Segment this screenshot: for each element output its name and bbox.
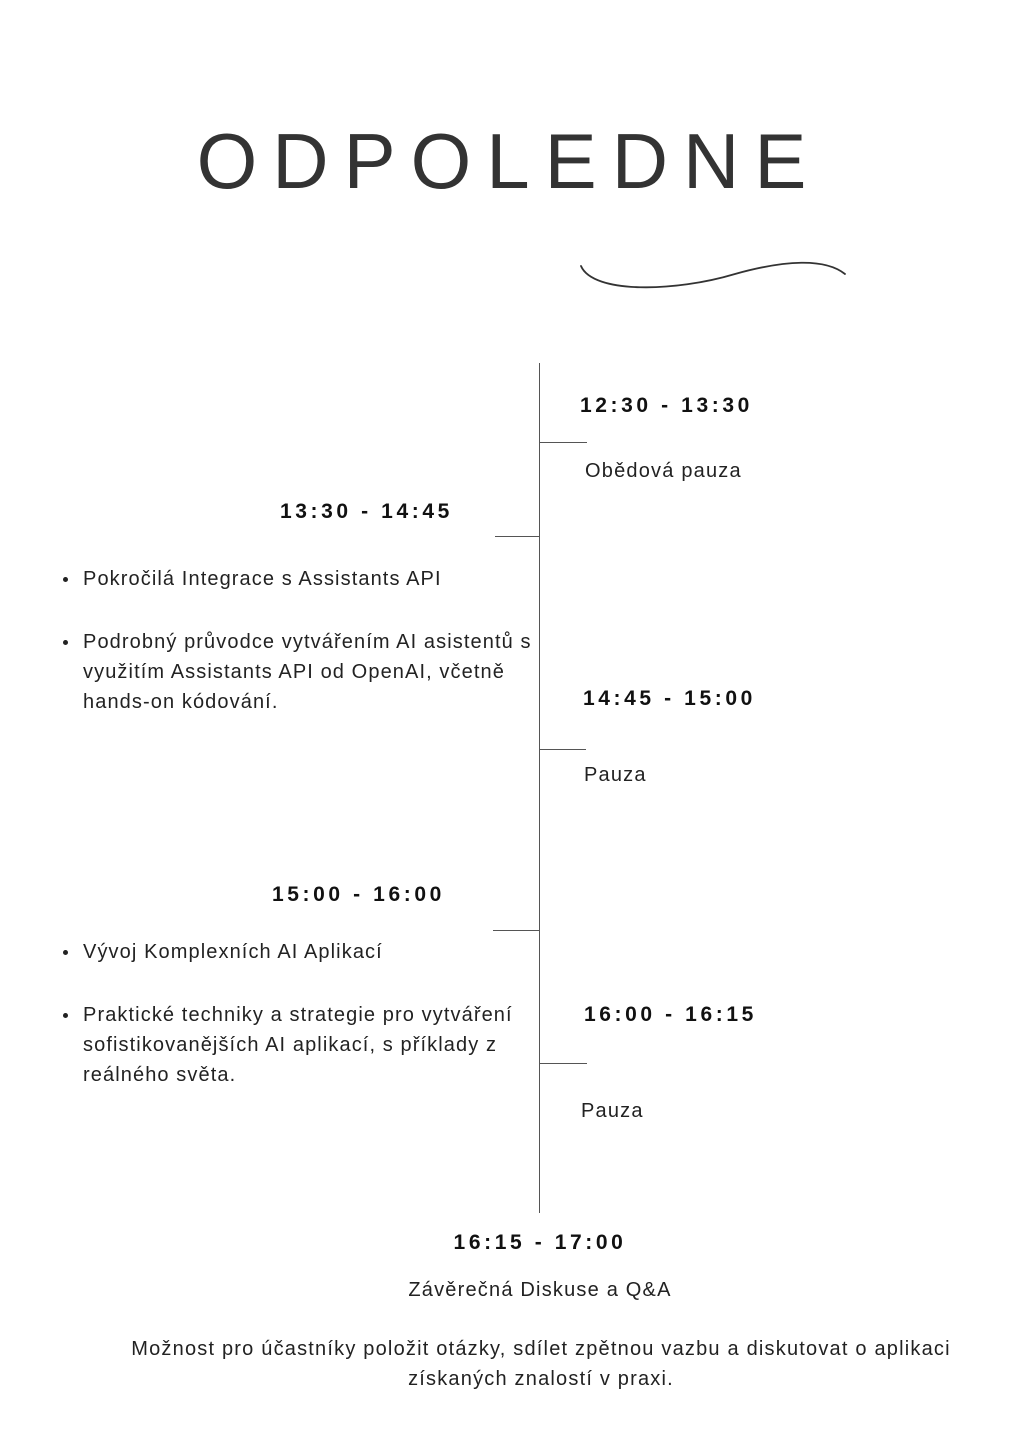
- slot-5-time: 16:00 - 16:15: [584, 1003, 757, 1026]
- decorative-swoosh: [575, 252, 855, 300]
- slot-2-bullet-1: Pokročilá Integrace s Assistants API: [62, 564, 532, 594]
- slot-3-time: 14:45 - 15:00: [583, 687, 756, 710]
- slot-4-list: [62, 937, 532, 1090]
- slot-2-bullet-2: Podrobný průvodce vytvářením AI asistentů s využitím Assistants API od OpenAI, včetně hands-on kódování.: [62, 627, 532, 717]
- slot-1-time: 12:30 - 13:30: [580, 394, 753, 417]
- slot-3-label: Pauza: [584, 764, 647, 786]
- slot-4-bullet-2: Praktické techniky a strategie pro vytváření sofistikovanějších AI aplikací, s příklady z reálného světa.: [62, 1000, 532, 1090]
- slot-5-label: Pauza: [581, 1100, 644, 1122]
- slot-2-list: [62, 564, 532, 717]
- slot-6-description: Možnost pro účastníky položit otázky, sdílet zpětnou vazbu a diskutovat o aplikaci získaných znalostí v praxi.: [131, 1338, 951, 1390]
- slot-3-connector: [539, 749, 586, 750]
- slot-1-label: Obědová pauza: [585, 460, 742, 482]
- timeline-axis: [539, 363, 540, 1213]
- slot-6-time: 16:15 - 17:00: [453, 1231, 627, 1254]
- slot-4-connector: [493, 930, 540, 931]
- slot-5-connector: [539, 1063, 587, 1064]
- slot-1-connector: [539, 442, 587, 443]
- slot-6-title: Závěrečná Diskuse a Q&A: [408, 1279, 672, 1301]
- page-title: ODPOLEDNE: [196, 117, 822, 205]
- slot-4-time: 15:00 - 16:00: [272, 883, 445, 906]
- slot-2-time: 13:30 - 14:45: [280, 500, 453, 523]
- slot-2-connector: [495, 536, 540, 537]
- slot-4-bullet-1: Vývoj Komplexních AI Aplikací: [62, 937, 532, 967]
